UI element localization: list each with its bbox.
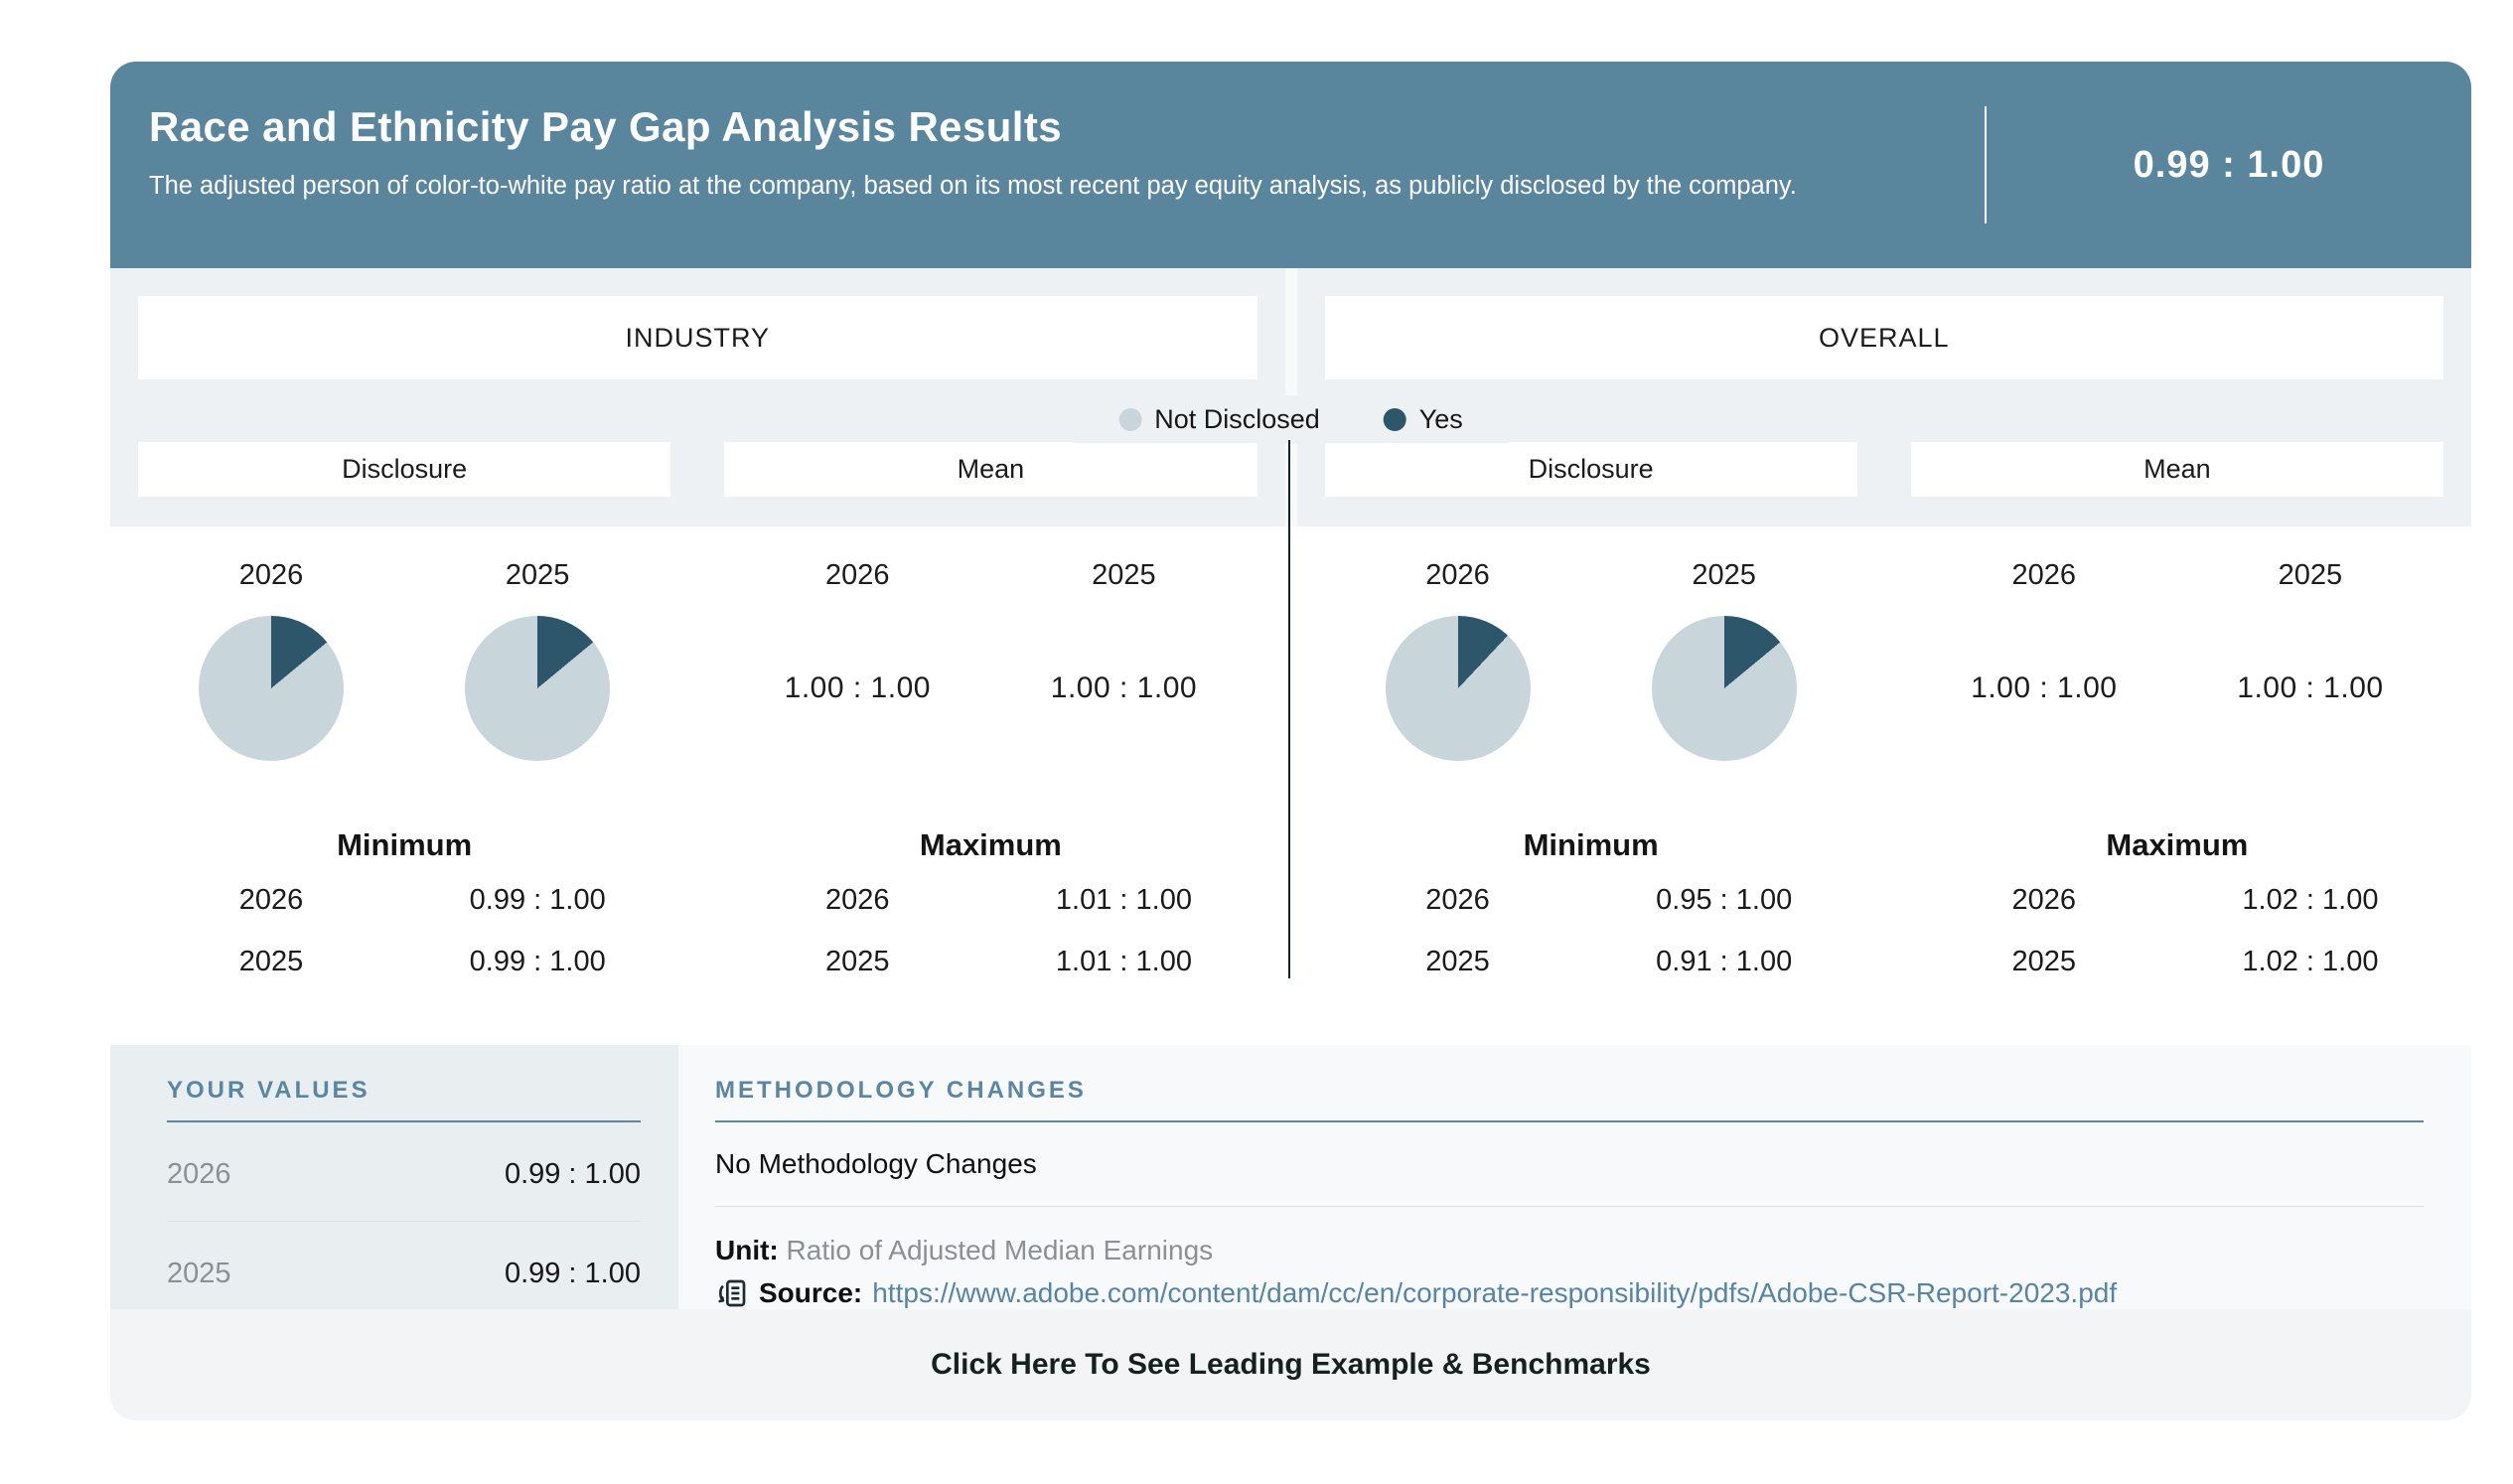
overall-mean-value-2025: 1.00 : 1.00	[2237, 671, 2384, 704]
industry-minmax-row-2025	[138, 944, 1257, 979]
industry-min-year-2026: 2026	[238, 883, 304, 916]
overall-disclosure-year-2026: 2026	[1425, 558, 1490, 591]
legend-not-disclosed-label: Not Disclosed	[1154, 403, 1320, 434]
overall-minmax-row-2025	[1325, 944, 2444, 979]
unit-label: Unit:	[715, 1235, 779, 1265]
your-values-panel	[110, 1045, 678, 1309]
industry-minmax-row-2026	[138, 882, 1257, 918]
your-value-ratio-2025: 0.99 : 1.00	[504, 1258, 641, 1289]
pay-gap-analysis-card	[110, 62, 2471, 1420]
overall-min-value-2026: 0.95 : 1.00	[1656, 883, 1793, 916]
page-subtitle: The adjusted person of color-to-white pay ratio at the company, based on its most recent pay equity analysis, as publicly disclosed by the company.	[149, 172, 1797, 200]
your-value-row-2025	[167, 1258, 641, 1290]
overall-disclosure-header: Disclosure	[1325, 442, 1857, 497]
overall-mean-header: Mean	[1911, 442, 2443, 497]
industry-mean-value-2026: 1.00 : 1.00	[784, 671, 931, 704]
overall-section-label: OVERALL	[1325, 296, 2444, 379]
charts-area	[110, 526, 2471, 1045]
overall-mean-value-2026: 1.00 : 1.00	[1971, 671, 2118, 704]
overall-charts	[1325, 526, 2444, 1045]
your-value-row-2026	[167, 1158, 641, 1191]
benchmarks-cta-label: Click Here To See Leading Example & Benchmarks	[931, 1348, 1651, 1381]
industry-disclosure-header: Disclosure	[138, 442, 670, 497]
legend-not-disclosed	[1118, 404, 1320, 435]
your-value-year-2026: 2026	[167, 1158, 231, 1190]
industry-disclosure-pie-2025	[465, 616, 610, 761]
overall-disclosure-pie-2025	[1652, 616, 1797, 761]
legend	[1073, 395, 1509, 443]
industry-disclosure-year-2026: 2026	[238, 558, 304, 591]
card-header	[110, 62, 2471, 268]
overall-minmax-headers	[1325, 826, 2444, 864]
overall-subheaders	[1325, 442, 2444, 497]
overall-mean-year-2025: 2025	[2278, 558, 2343, 591]
legend-yes	[1384, 404, 1463, 435]
yes-dot-icon	[1384, 408, 1406, 431]
methodology-status: No Methodology Changes	[715, 1148, 1037, 1179]
overall-min-year-2026: 2026	[1425, 883, 1490, 916]
your-value-year-2025: 2025	[167, 1258, 231, 1289]
overall-max-value-2025: 1.02 : 1.00	[2242, 945, 2379, 977]
your-value-ratio-2026: 0.99 : 1.00	[504, 1158, 641, 1190]
bottom-panels	[110, 1045, 2471, 1309]
your-values-separator	[167, 1221, 641, 1222]
industry-charts	[138, 526, 1257, 1045]
industry-min-value-2026: 0.99 : 1.00	[469, 883, 606, 916]
industry-subheaders	[138, 442, 1257, 497]
section-band	[110, 268, 2471, 526]
industry-year-labels	[138, 558, 1257, 592]
your-values-title: YOUR VALUES	[167, 1077, 370, 1104]
overall-minmax-row-2026	[1325, 882, 2444, 918]
overall-max-year-2026: 2026	[2011, 883, 2077, 916]
industry-min-value-2025: 0.99 : 1.00	[469, 945, 606, 977]
overall-minimum-header: Minimum	[1523, 827, 1659, 862]
methodology-panel	[678, 1045, 2471, 1309]
overall-max-value-2026: 1.02 : 1.00	[2242, 883, 2379, 916]
industry-mean-value-2025: 1.00 : 1.00	[1050, 671, 1198, 704]
overall-max-year-2025: 2025	[2011, 945, 2077, 977]
overall-year-labels	[1325, 558, 2444, 592]
source-label: Source:	[759, 1277, 863, 1308]
industry-max-value-2026: 1.01 : 1.00	[1055, 883, 1192, 916]
industry-maximum-header: Maximum	[919, 827, 1062, 862]
legend-yes-label: Yes	[1418, 403, 1463, 434]
your-values-rule	[167, 1120, 641, 1122]
unit-line	[715, 1235, 2424, 1266]
industry-disclosure-pie-2026	[199, 616, 344, 761]
methodology-light-rule	[715, 1206, 2424, 1207]
industry-disclosure-year-2025: 2025	[505, 558, 570, 591]
source-line	[715, 1276, 2424, 1310]
industry-mean-header: Mean	[724, 442, 1256, 497]
industry-mean-year-2026: 2026	[825, 558, 890, 591]
overall-pies-and-means	[1325, 616, 2444, 761]
not-disclosed-dot-icon	[1118, 408, 1141, 431]
overall-min-value-2025: 0.91 : 1.00	[1656, 945, 1793, 977]
industry-minimum-header: Minimum	[337, 827, 473, 862]
methodology-title: METHODOLOGY CHANGES	[715, 1077, 1087, 1104]
overall-min-year-2025: 2025	[1425, 945, 1490, 977]
industry-max-year-2025: 2025	[825, 945, 890, 977]
half-divider-line	[1288, 440, 1290, 978]
industry-minmax-headers	[138, 826, 1257, 864]
industry-min-year-2025: 2025	[238, 945, 304, 977]
source-link[interactable]: https://www.adobe.com/content/dam/cc/en/corporate-responsibility/pdfs/Adobe-CSR-Report-2023.pdf	[872, 1277, 2118, 1308]
source-document-icon	[715, 1276, 749, 1310]
methodology-rule	[715, 1120, 2424, 1122]
header-text-block	[149, 62, 1985, 268]
overall-maximum-header: Maximum	[2106, 827, 2249, 862]
benchmarks-cta-button[interactable]	[110, 1309, 2471, 1420]
industry-max-value-2025: 1.01 : 1.00	[1055, 945, 1192, 977]
page-title: Race and Ethnicity Pay Gap Analysis Results	[149, 103, 1062, 150]
industry-section-label: INDUSTRY	[138, 296, 1257, 379]
company-pay-ratio: 0.99 : 1.00	[2133, 143, 2325, 186]
unit-value: Ratio of Adjusted Median Earnings	[786, 1235, 1214, 1265]
industry-pies-and-means	[138, 616, 1257, 761]
overall-mean-year-2026: 2026	[2011, 558, 2077, 591]
overall-disclosure-year-2025: 2025	[1692, 558, 1756, 591]
industry-mean-year-2025: 2025	[1092, 558, 1156, 591]
industry-max-year-2026: 2026	[825, 883, 890, 916]
overall-disclosure-pie-2026	[1386, 616, 1531, 761]
